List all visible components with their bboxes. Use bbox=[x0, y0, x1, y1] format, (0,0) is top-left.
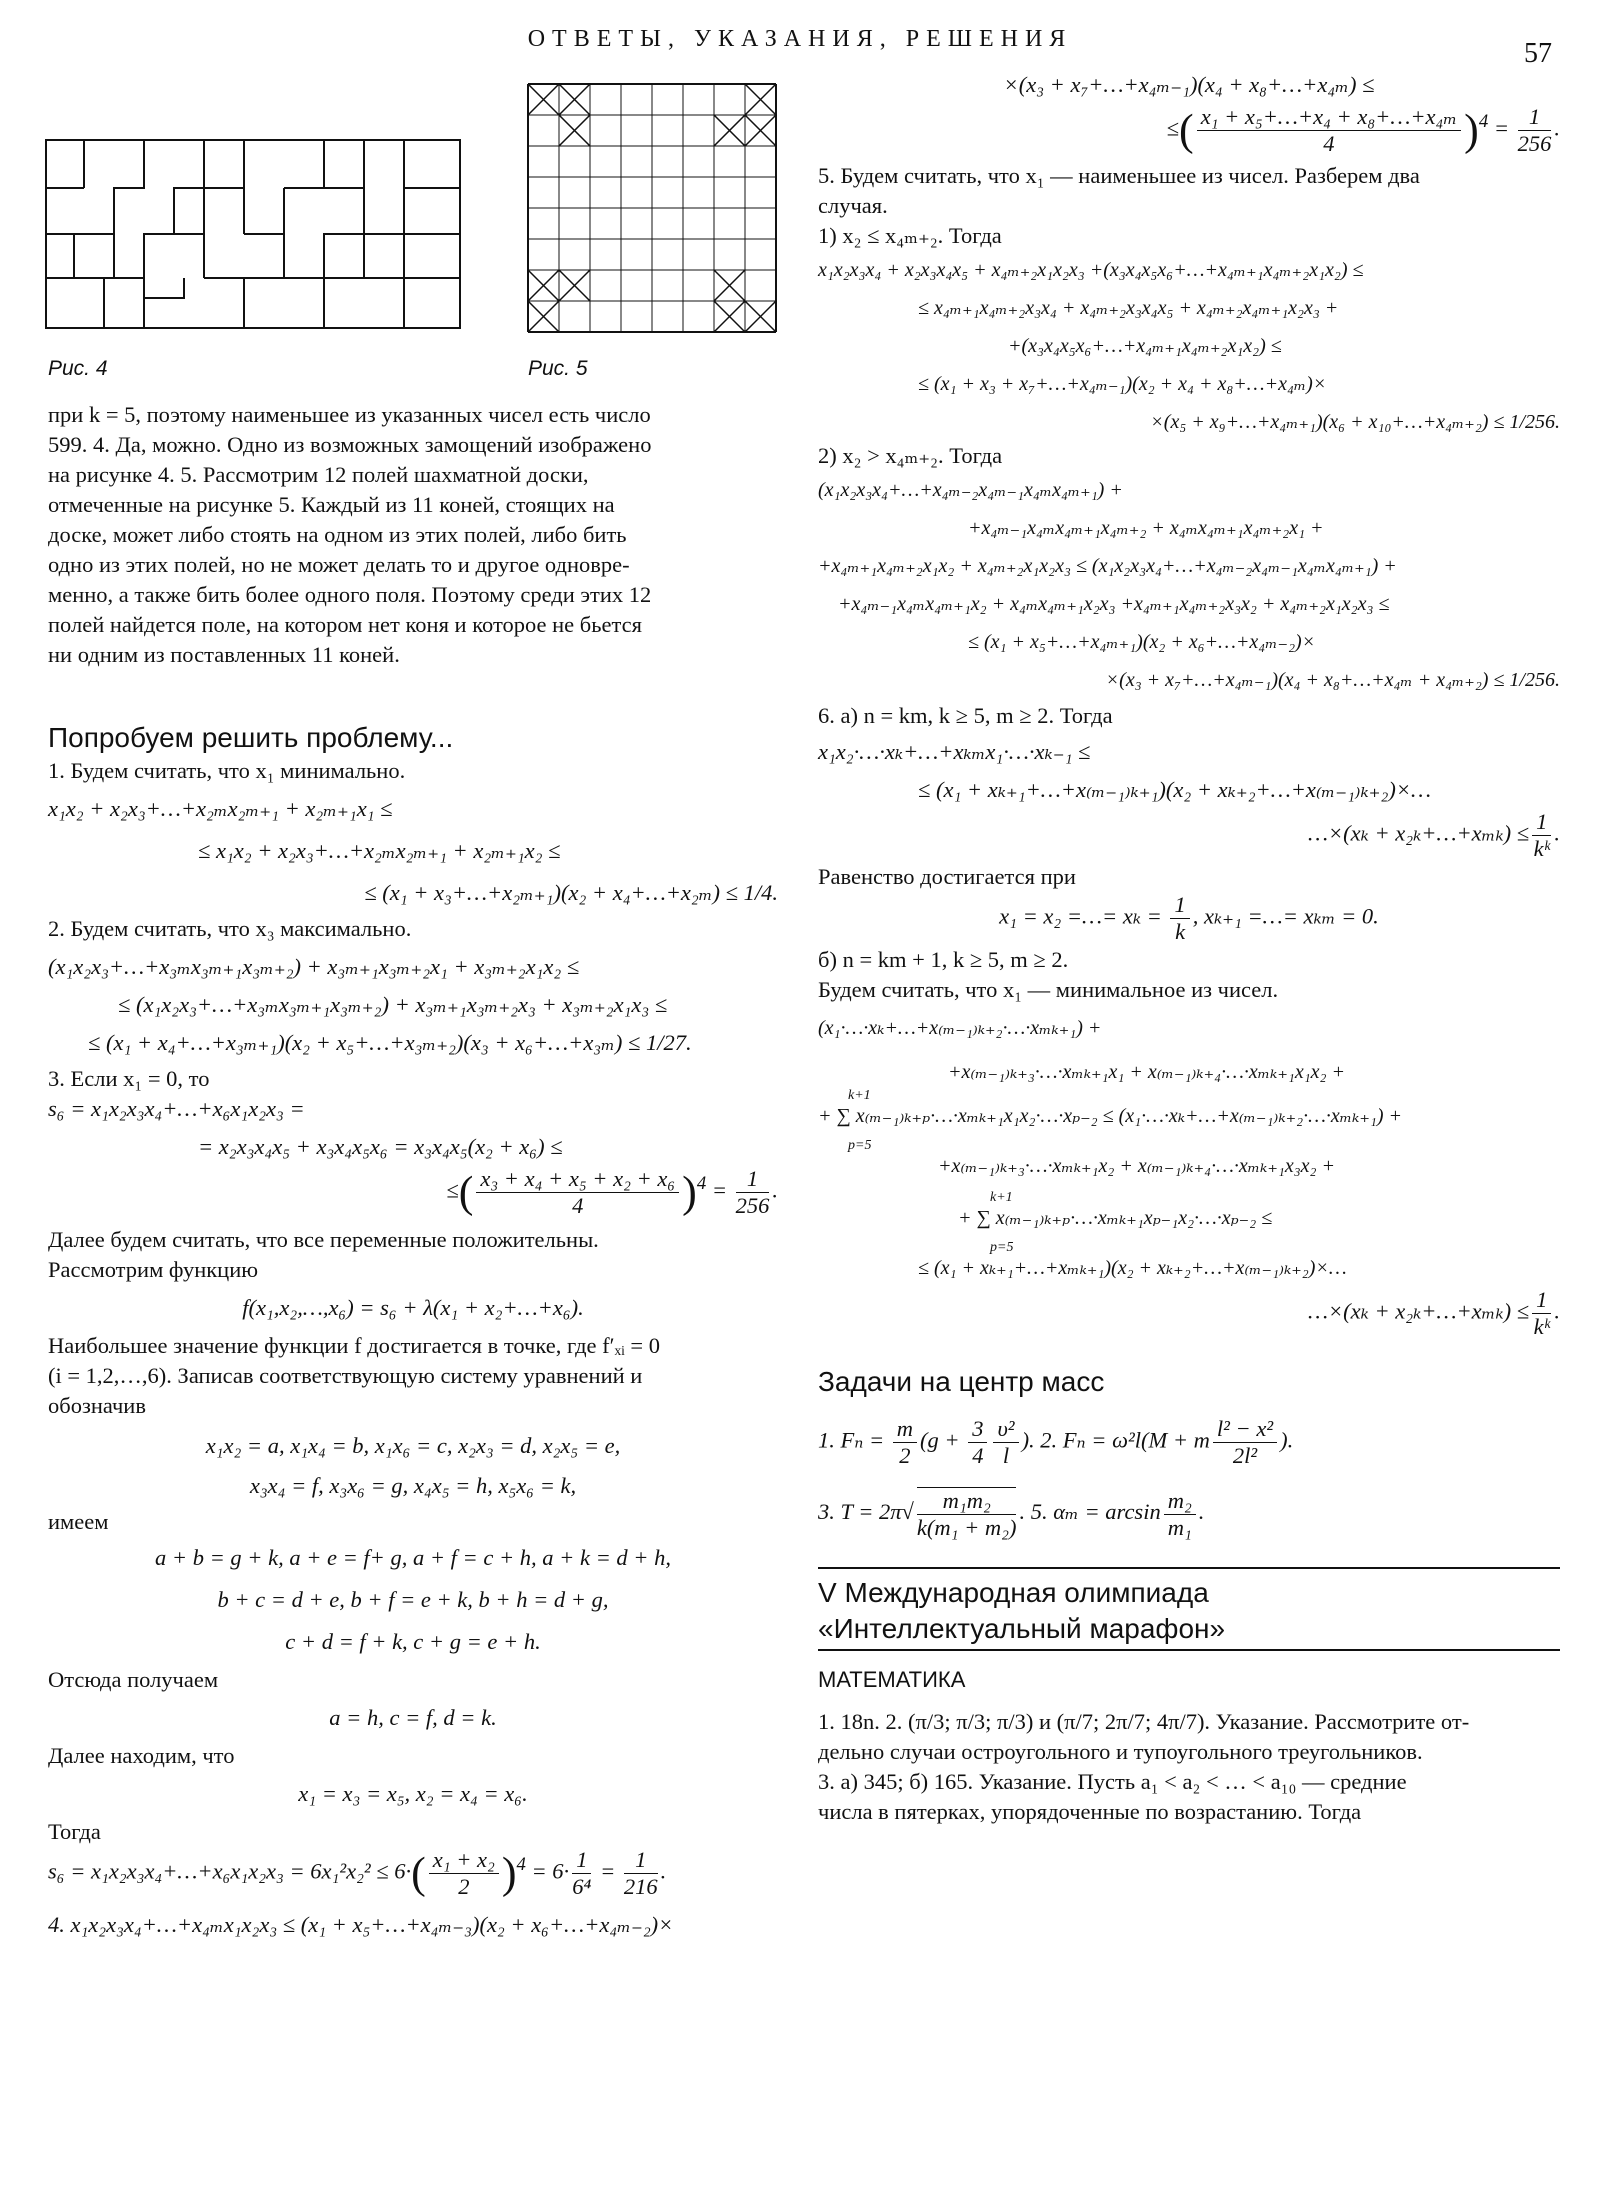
equation-part: = 6· bbox=[531, 1858, 570, 1884]
text-line: (i = 1,2,…,6). Записав соответствующую систему уравнений и bbox=[48, 1363, 643, 1388]
section-rule bbox=[818, 1649, 1560, 1651]
sum-upper-limit: k+1 bbox=[990, 1190, 1013, 1205]
equation-line: ≤ x₄ₘ₊₁x₄ₘ₊₂x₃x₄ + x₄ₘ₊₂x₃x₄x₅ + x₄ₘ₊₂x₄ₘ₊₁x₂x₃ + bbox=[918, 297, 1339, 319]
equation-line: x₁x₂ = a, x₁x₄ = b, x₁x₆ = c, x₂x₃ = d, x₂x₅ = e, bbox=[205, 1433, 621, 1458]
fraction-numerator: 1 bbox=[1532, 809, 1551, 836]
exponent: 4 bbox=[516, 1854, 526, 1876]
marked-square-cross bbox=[745, 84, 776, 115]
equation-line: ≤ (x₁x₂x₃+…+x₃ₘx₃ₘ₊₁x₃ₘ₊₂) + x₃ₘ₊₁x₃ₘ₊₂x₃ + x₃ₘ₊₂x₁x₃ ≤ bbox=[118, 992, 668, 1017]
text-line: дельно случаи остроугольного и тупоугольного треугольников. bbox=[818, 1739, 1423, 1764]
fraction-numerator: 1 bbox=[1518, 104, 1552, 131]
fraction-denominator: 2l² bbox=[1232, 1443, 1258, 1468]
equation-line: +x₍ₘ₋₁₎ₖ₊₃·…·xₘₖ₊₁x₁ + x₍ₘ₋₁₎ₖ₊₄·…·xₘₖ₊₁x₁x₂ + bbox=[948, 1061, 1346, 1083]
marked-square-cross bbox=[714, 301, 745, 332]
equation-line: ≤ (x₁ + x₃ + x₇+…+x₄ₘ₋₁)(x₂ + x₄ + x₈+…+x₄ₘ)× bbox=[918, 373, 1327, 395]
section-rule bbox=[818, 1567, 1560, 1569]
text-line: 5. Будем считать, что x₁ — наименьшее из чисел. Разберем два bbox=[818, 163, 1420, 188]
equation-line: ≤ (x₁ + x₅+…+x₄ₘ₊₁)(x₂ + x₆+…+x₄ₘ₋₂)× bbox=[968, 631, 1316, 653]
fraction-denominator: kᵏ bbox=[1533, 836, 1550, 861]
equation-part: 1. Fₙ = bbox=[818, 1427, 890, 1453]
text-line: числа в пятерках, упорядоченные по возрастанию. Тогда bbox=[818, 1799, 1362, 1824]
fraction-denominator: 256 bbox=[735, 1193, 770, 1218]
fraction-denominator: l bbox=[1002, 1443, 1010, 1468]
fraction-denominator: 256 bbox=[1517, 131, 1552, 156]
equation-line: +x₄ₘ₋₁x₄ₘx₄ₘ₊₁x₄ₘ₊₂ + x₄ₘx₄ₘ₊₁x₄ₘ₊₂x₁ + bbox=[968, 517, 1324, 539]
fraction-numerator: m₂ bbox=[1164, 1488, 1196, 1515]
equation-fraction-line: ≤( $\frac{\text{x₁ + x₅+…+x₄ + x₈+…+x₄ₘ}}{4}$ )$^4$ = $\frac{1}{256}$ . bbox=[1166, 104, 1560, 156]
fraction-numerator: 1 bbox=[624, 1847, 658, 1874]
equation-line: x₁ = x₃ = x₅, x₂ = x₄ = x₆. bbox=[298, 1781, 528, 1806]
olympiad-title-line-2: «Интеллектуальный марафон» bbox=[818, 1613, 1226, 1644]
equation-line: ≤ (x₁ + xₖ₊₁+…+x₍ₘ₋₁₎ₖ₊₁)(x₂ + xₖ₊₂+…+x₍ₘ₋₁₎ₖ₊₂)×… bbox=[918, 777, 1432, 802]
mass-section-title: Задачи на центр масс bbox=[818, 1366, 1105, 1397]
equation-part: s₆ = x₁x₂x₃x₄+…+x₆x₁x₂x₃ = 6x₁²x₂² ≤ 6· bbox=[48, 1858, 412, 1884]
section-title: Попробуем решить проблему... bbox=[48, 722, 454, 753]
marked-square-cross bbox=[745, 115, 776, 146]
text-line: Тогда bbox=[48, 1819, 101, 1844]
equation-part: . 5. αₘ = arcsin bbox=[1019, 1499, 1161, 1525]
equation-line: a + b = g + k, a + e = f+ g, a + f = c + h, a + k = d + h, bbox=[155, 1545, 671, 1570]
fraction-numerator: x₁ + x₂ bbox=[429, 1847, 499, 1874]
olympiad-title-line-1: V Международная олимпиада bbox=[818, 1577, 1209, 1608]
text-line: Наибольшее значение функции f достигается в точке, где f′ₓᵢ = 0 bbox=[48, 1333, 660, 1358]
marked-square-cross bbox=[528, 270, 559, 301]
case-2-label: 2) x₂ > x₄ₘ₊₂. Тогда bbox=[818, 443, 1003, 468]
marked-square-cross bbox=[745, 301, 776, 332]
equation-line: + ∑ x₍ₘ₋₁₎ₖ₊ₚ·…·xₘₖ₊₁xₚ₋₁x₂·…·xₚ₋₂ ≤ bbox=[958, 1207, 1273, 1229]
text-line: имеем bbox=[48, 1509, 109, 1534]
fraction-denominator: 4 bbox=[572, 1193, 584, 1218]
figure-4-tiling bbox=[44, 138, 464, 332]
equation-line: (x₁x₂x₃x₄+…+x₄ₘ₋₂x₄ₘ₋₁x₄ₘx₄ₘ₊₁) + bbox=[818, 479, 1123, 501]
problem-1-text: 1. Будем считать, что x₁ минимально. bbox=[48, 758, 406, 783]
equation-part: 3. T = 2π√ bbox=[818, 1499, 914, 1525]
fraction-denominator: m₁ bbox=[1167, 1514, 1192, 1540]
equation-line: b + c = d + e, b + f = e + k, b + h = d + g, bbox=[217, 1587, 609, 1612]
right-column bbox=[818, 70, 1560, 1827]
text-line: доске, может либо стоять на одном из этих полей, либо бить bbox=[48, 522, 627, 547]
text-line: полей найдется поле, на котором нет коня и которое не бьется bbox=[48, 612, 642, 637]
text-line: отмеченные на рисунке 5. Каждый из 11 коней, стоящих на bbox=[48, 492, 615, 517]
text-line: Равенство достигается при bbox=[818, 864, 1076, 889]
equation-line: ×(x₅ + x₉+…+x₄ₘ₊₁)(x₆ + x₁₀+…+x₄ₘ₊₂) ≤ 1/256. bbox=[1150, 411, 1560, 433]
marked-square-cross bbox=[528, 84, 559, 115]
equation-line: ≤ (x₁ + x₃+…+x₂ₘ₊₁)(x₂ + x₄+…+x₂ₘ) ≤ 1/4. bbox=[364, 880, 778, 905]
text-line: обозначив bbox=[48, 1393, 146, 1418]
equation-line: a = h, c = f, d = k. bbox=[329, 1705, 497, 1730]
equation-fraction-line: …×(xₖ + x₂ₖ+…+xₘₖ) ≤ $\frac{1}{\text{kᵏ}}$ . bbox=[1307, 1287, 1560, 1339]
equation-part: , xₖ₊₁ =…= xₖₘ = 0. bbox=[1192, 903, 1379, 929]
fraction-numerator: 3 bbox=[968, 1416, 987, 1443]
equation-line: ≤ (x₁ + x₄+…+x₃ₘ₊₁)(x₂ + x₅+…+x₃ₘ₊₂)(x₃ + x₆+…+x₃ₘ) ≤ 1/27. bbox=[88, 1030, 692, 1055]
equation-part: (g + bbox=[920, 1427, 966, 1453]
fraction-denominator: 6⁴ bbox=[572, 1874, 592, 1899]
equation-line: +x₍ₘ₋₁₎ₖ₊₃·…·xₘₖ₊₁x₂ + x₍ₘ₋₁₎ₖ₊₄·…·xₘₖ₊₁x₃x₂ + bbox=[938, 1155, 1336, 1177]
equation-line: x₁x₂ + x₂x₃+…+x₂ₘx₂ₘ₊₁ + x₂ₘ₊₁x₁ ≤ bbox=[48, 796, 393, 821]
equation-fraction-line bbox=[818, 892, 1560, 945]
marked-square-cross bbox=[714, 115, 745, 146]
fraction-denominator: k bbox=[1175, 919, 1186, 944]
fraction-denominator: 4 bbox=[1323, 131, 1335, 156]
sum-lower-limit: p=5 bbox=[990, 1240, 1014, 1255]
equation-fraction-line: s₆ = x₁x₂x₃x₄+…+x₆x₁x₂x₃ = 6x₁²x₂² ≤ 6·( $\frac{\text{x₁ + x₂}}{2}$ )$^4$ = 6· $\frac{1}{\text{6⁴}}$ = $\frac{1}{216}$ . bbox=[48, 1847, 667, 1899]
fraction-denominator: k(m₁ + m₂) bbox=[916, 1515, 1017, 1540]
running-header: ОТВЕТЫ, УКАЗАНИЯ, РЕШЕНИЯ bbox=[527, 26, 1073, 52]
fraction-numerator: 1 bbox=[736, 1166, 770, 1193]
problem-6b-text: б) n = km + 1, k ≥ 5, m ≥ 2. bbox=[818, 947, 1069, 972]
equation-line: x₁x₂x₃x₄ + x₂x₃x₄x₅ + x₄ₘ₊₂x₁x₂x₃ +(x₃x₄x₅x₆+…+x₄ₘ₊₁x₄ₘ₊₂x₁x₂) ≤ bbox=[818, 259, 1364, 281]
equation-line: +x₄ₘ₊₁x₄ₘ₊₂x₁x₂ + x₄ₘ₊₂x₁x₂x₃ ≤ (x₁x₂x₃x₄+…+x₄ₘ₋₂x₄ₘ₋₁x₄ₘx₄ₘ₊₁) + bbox=[818, 555, 1397, 577]
text-line: Далее находим, что bbox=[48, 1743, 235, 1768]
equation-part: x₁ = x₂ =…= xₖ = bbox=[999, 903, 1168, 929]
exponent: 4 bbox=[1478, 111, 1489, 133]
fraction-numerator: m₁m₂ bbox=[917, 1488, 1017, 1515]
sum-lower-limit: p=5 bbox=[848, 1138, 872, 1153]
equation-fraction-line: …×(xₖ + x₂ₖ+…+xₘₖ) ≤ $\frac{1}{\text{kᵏ}}$ . bbox=[1307, 809, 1560, 861]
text-line: 599. 4. Да, можно. Одно из возможных замощений изображено bbox=[48, 432, 652, 457]
equation-part: ). 2. Fₙ = ω²l(M + m bbox=[1021, 1427, 1210, 1453]
marked-square-cross bbox=[528, 301, 559, 332]
fraction-denominator: 4 bbox=[972, 1443, 984, 1468]
fraction-denominator: 2 bbox=[458, 1874, 470, 1899]
exponent: 4 bbox=[696, 1173, 707, 1195]
problem-6a-text: 6. а) n = km, k ≥ 5, m ≥ 2. Тогда bbox=[818, 703, 1113, 728]
fraction-numerator: x₃ + x₄ + x₅ + x₂ + x₆ bbox=[476, 1166, 679, 1193]
intro-paragraph bbox=[48, 400, 778, 670]
equation-line: +x₄ₘ₋₁x₄ₘx₄ₘ₊₁x₂ + x₄ₘx₄ₘ₊₁x₂x₃ +x₄ₘ₊₁x₄ₘ₊₂x₃x₂ + x₄ₘ₊₂x₁x₂x₃ ≤ bbox=[838, 593, 1390, 615]
equation-line: ×(x₃ + x₇+…+x₄ₘ₋₁)(x₄ + x₈+…+x₄ₘ + x₄ₘ₊₂) ≤ 1/256. bbox=[1105, 669, 1560, 691]
problem-2-text: 2. Будем считать, что x₃ максимально. bbox=[48, 916, 412, 941]
text-line: Будем считать, что x₁ — минимальное из чисел. bbox=[818, 977, 1279, 1002]
marked-square-cross bbox=[559, 115, 590, 146]
figure-5-caption: Рис. 5 bbox=[528, 357, 588, 380]
equation-fraction-line: ≤( $\frac{\text{x₃ + x₄ + x₅ + x₂ + x₆}}{4}$ )$^4$ = $\frac{1}{256}$ . bbox=[446, 1166, 778, 1218]
marked-square-cross bbox=[559, 84, 590, 115]
text-line: 3. а) 345; б) 165. Указание. Пусть a₁ < a₂ < … < a₁₀ — средние bbox=[818, 1769, 1407, 1794]
text-line: на рисунке 4. 5. Рассмотрим 12 полей шахматной доски, bbox=[48, 462, 589, 487]
text-line: одно из этих полей, но не может делать то и другое одновре- bbox=[48, 552, 630, 577]
equation-line: (x₁·…·xₖ+…+x₍ₘ₋₁₎ₖ₊₂·…·xₘₖ₊₁) + bbox=[818, 1017, 1102, 1039]
equation-line: s₆ = x₁x₂x₃x₄+…+x₆x₁x₂x₃ = bbox=[48, 1096, 305, 1121]
equation-line: c + d = f + k, c + g = e + h. bbox=[285, 1629, 541, 1654]
text-line: Рассмотрим функцию bbox=[48, 1257, 259, 1282]
fraction-numerator: υ² bbox=[993, 1416, 1018, 1443]
mass-answers-line-1 bbox=[818, 1416, 1560, 1469]
text-line: случая. bbox=[818, 193, 888, 218]
mass-answers-line-2 bbox=[818, 1487, 1560, 1541]
fraction-numerator: l² − x² bbox=[1213, 1416, 1277, 1443]
problem-3-text: 3. Если x₁ = 0, то bbox=[48, 1066, 210, 1091]
equation-part: …×(xₖ + x₂ₖ+…+xₘₖ) ≤ bbox=[1307, 1298, 1530, 1324]
equation-line: (x₁x₂x₃+…+x₃ₘx₃ₘ₊₁x₃ₘ₊₂) + x₃ₘ₊₁x₃ₘ₊₂x₁ + x₃ₘ₊₂x₁x₂ ≤ bbox=[48, 954, 580, 979]
page-number: 57 bbox=[1524, 38, 1552, 69]
text-line: Отсюда получаем bbox=[48, 1667, 219, 1692]
marked-square-cross bbox=[559, 270, 590, 301]
fraction-denominator: kᵏ bbox=[1533, 1314, 1550, 1339]
equation-line: ≤ x₁x₂ + x₂x₃+…+x₂ₘx₂ₘ₊₁ + x₂ₘ₊₁x₂ ≤ bbox=[198, 838, 561, 863]
text-line: ни одним из поставленных 11 коней. bbox=[48, 642, 400, 667]
equation-line: f(x₁,x₂,…,x₆) = s₆ + λ(x₁ + x₂+…+x₆). bbox=[242, 1295, 584, 1320]
equation-line: x₁x₂·…·xₖ+…+xₖₘx₁·…·xₖ₋₁ ≤ bbox=[818, 739, 1091, 764]
equation-line: + ∑ x₍ₘ₋₁₎ₖ₊ₚ·…·xₘₖ₊₁x₁x₂·…·xₚ₋₂ ≤ (x₁·…·xₖ+…+x₍ₘ₋₁₎ₖ₊₂·…·xₘₖ₊₁) + bbox=[818, 1105, 1403, 1127]
equation-line: = x₂x₃x₄x₅ + x₃x₄x₅x₆ = x₃x₄x₅(x₂ + x₆) ≤ bbox=[198, 1134, 563, 1159]
fraction-denominator: 2 bbox=[899, 1443, 911, 1468]
case-1-label: 1) x₂ ≤ x₄ₘ₊₂. Тогда bbox=[818, 223, 1002, 248]
fraction-numerator: m bbox=[893, 1416, 917, 1443]
text-line: 1. 18n. 2. (π/3; π/3; π/3) и (π/7; 2π/7; 4π/7). Указание. Рассмотрите от- bbox=[818, 1709, 1470, 1734]
text-line: менно, а также бить более одного поля. Поэтому среди этих 12 bbox=[48, 582, 652, 607]
equation-line: +(x₃x₄x₅x₆+…+x₄ₘ₊₁x₄ₘ₊₂x₁x₂) ≤ bbox=[1008, 335, 1282, 357]
text-line: Далее будем считать, что все переменные положительны. bbox=[48, 1227, 599, 1252]
equation-line: x₃x₄ = f, x₃x₆ = g, x₄x₅ = h, x₅x₆ = k, bbox=[249, 1473, 577, 1498]
equation-part: . bbox=[1198, 1499, 1205, 1525]
equation-line: ×(x₃ + x₇+…+x₄ₘ₋₁)(x₄ + x₈+…+x₄ₘ) ≤ bbox=[1003, 72, 1375, 97]
equation-line: 4. x₁x₂x₃x₄+…+x₄ₘx₁x₂x₃ ≤ (x₁ + x₅+…+x₄ₘ₋₃)(x₂ + x₆+…+x₄ₘ₋₂)× bbox=[48, 1912, 674, 1937]
fraction-numerator: 1 bbox=[1532, 1287, 1551, 1314]
figure-4-caption: Рис. 4 bbox=[48, 357, 108, 380]
left-column bbox=[48, 400, 778, 1940]
figure-5-chessboard bbox=[524, 80, 780, 336]
equation-line: ≤ (x₁ + xₖ₊₁+…+xₘₖ₊₁)(x₂ + xₖ₊₂+…+x₍ₘ₋₁₎ₖ₊₂)×… bbox=[918, 1257, 1347, 1279]
fraction-numerator: 1 bbox=[1170, 892, 1189, 919]
fraction-denominator: 216 bbox=[623, 1874, 658, 1899]
math-subsection-title: МАТЕМАТИКА bbox=[818, 1667, 966, 1692]
fraction-numerator: x₁ + x₅+…+x₄ + x₈+…+x₄ₘ bbox=[1197, 104, 1461, 131]
text-line: при k = 5, поэтому наименьшее из указанных чисел есть число bbox=[48, 402, 651, 427]
equation-part: ). bbox=[1280, 1427, 1294, 1453]
marked-square-cross bbox=[714, 270, 745, 301]
equation-part: …×(xₖ + x₂ₖ+…+xₘₖ) ≤ bbox=[1307, 820, 1530, 846]
sum-upper-limit: k+1 bbox=[848, 1088, 871, 1103]
fraction-numerator: 1 bbox=[572, 1847, 591, 1874]
